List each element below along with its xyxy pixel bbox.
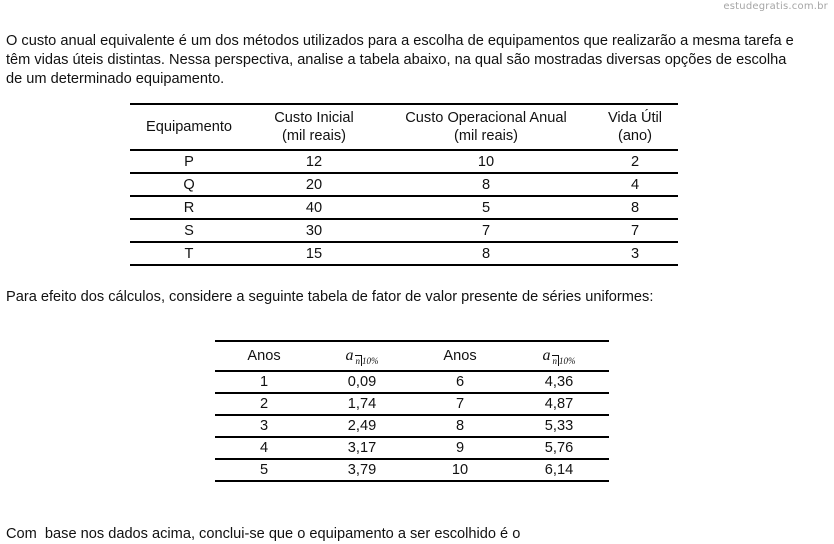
header-years-2: Anos (443, 348, 477, 364)
cell-useful-life: 7 (630, 222, 640, 239)
header-useful-life (592, 104, 678, 150)
cell-initial-cost: 12 (305, 153, 323, 170)
cell-year: 3 (259, 418, 269, 434)
cell-year: 1 (259, 374, 269, 390)
cell-useful-life: 8 (630, 199, 640, 216)
header-years: Anos (247, 348, 281, 364)
cell-year: 6 (455, 374, 465, 390)
annuity-factor-subscript (552, 356, 576, 366)
watermark: estudegratis.com.br (723, 1, 828, 12)
cell-year: 10 (451, 462, 469, 478)
header-initial-cost-line1: Custo Inicial (274, 110, 354, 126)
cell-factor: 4,87 (544, 396, 574, 412)
header-equipment: Equipamento (145, 119, 232, 135)
table-row (130, 219, 678, 242)
cell-operational-cost: 7 (481, 222, 491, 239)
table-row (130, 173, 678, 196)
factor-table-header-row (215, 341, 609, 371)
annuity-factor-subscript (355, 356, 379, 366)
intro-paragraph (6, 32, 828, 89)
cell-initial-cost: 40 (305, 199, 323, 216)
cell-factor: 3,17 (347, 440, 377, 456)
annuity-factor-n: n (552, 355, 557, 366)
cell-equipment: Q (183, 176, 195, 193)
cell-operational-cost: 8 (481, 245, 491, 262)
header-useful-life-line1: Vida Útil (607, 110, 663, 126)
table-row (215, 459, 609, 481)
table-row (215, 437, 609, 459)
table-row (215, 415, 609, 437)
table-row (130, 242, 678, 265)
intro-line: O custo anual equivalente é um dos métodos utilizados para a escolha de equipamentos que realizarão a mesma tarefa e (6, 33, 794, 49)
cell-year: 5 (259, 462, 269, 478)
header-useful-life-line2: (ano) (617, 128, 653, 144)
cell-year: 4 (259, 440, 269, 456)
annuity-factor-symbol: a (345, 346, 354, 364)
header-operational-cost-line1: Custo Operacional Anual (405, 110, 567, 126)
annuity-factor-rate: 10% (559, 355, 576, 366)
factor-table (215, 340, 609, 482)
header-initial-cost-line2: (mil reais) (281, 128, 347, 144)
cell-equipment: P (184, 153, 194, 170)
conclusion-paragraph: Com base nos dados acima, conclui-se que o equipamento a ser escolhido é o (6, 526, 521, 542)
cell-factor: 0,09 (347, 374, 377, 390)
cell-year: 2 (259, 396, 269, 412)
table-row (215, 371, 609, 393)
cell-operational-cost: 5 (481, 199, 491, 216)
cell-factor: 5,76 (544, 440, 574, 456)
intro-line: têm vidas úteis distintas. Nessa perspectiva, analise a tabela abaixo, na qual são mostradas diversas opções de escolha (6, 52, 787, 68)
cell-initial-cost: 15 (305, 245, 323, 262)
table-row (130, 150, 678, 173)
table-row (215, 393, 609, 415)
cell-year: 9 (455, 440, 465, 456)
cell-equipment: T (184, 245, 194, 262)
cell-year: 8 (455, 418, 465, 434)
cell-useful-life: 3 (630, 245, 640, 262)
cell-operational-cost: 10 (477, 153, 495, 170)
cell-initial-cost: 30 (305, 222, 323, 239)
cell-factor: 6,14 (544, 462, 574, 478)
cell-year: 7 (455, 396, 465, 412)
cell-factor: 5,33 (544, 418, 574, 434)
cell-factor: 2,49 (347, 418, 377, 434)
annuity-factor-symbol: a (542, 346, 551, 364)
table-row (130, 196, 678, 219)
header-initial-cost (248, 104, 380, 150)
header-annuity-factor-2 (509, 341, 609, 371)
header-operational-cost-line2: (mil reais) (453, 128, 519, 144)
cell-factor: 1,74 (347, 396, 377, 412)
equipment-table (130, 103, 678, 266)
header-annuity-factor (313, 341, 411, 371)
cell-operational-cost: 8 (481, 176, 491, 193)
cell-initial-cost: 20 (305, 176, 323, 193)
cell-equipment: R (183, 199, 195, 216)
header-operational-cost (380, 104, 592, 150)
cell-factor: 4,36 (544, 374, 574, 390)
annuity-factor-rate: 10% (362, 355, 379, 366)
cell-useful-life: 4 (630, 176, 640, 193)
equipment-table-header-row (130, 104, 678, 150)
factor-intro-paragraph: Para efeito dos cálculos, considere a seguinte tabela de fator de valor presente de séries uniformes: (6, 289, 654, 305)
annuity-factor-n: n (355, 355, 360, 366)
cell-equipment: S (184, 222, 194, 239)
cell-useful-life: 2 (630, 153, 640, 170)
cell-factor: 3,79 (347, 462, 377, 478)
intro-line: de um determinado equipamento. (6, 71, 225, 87)
